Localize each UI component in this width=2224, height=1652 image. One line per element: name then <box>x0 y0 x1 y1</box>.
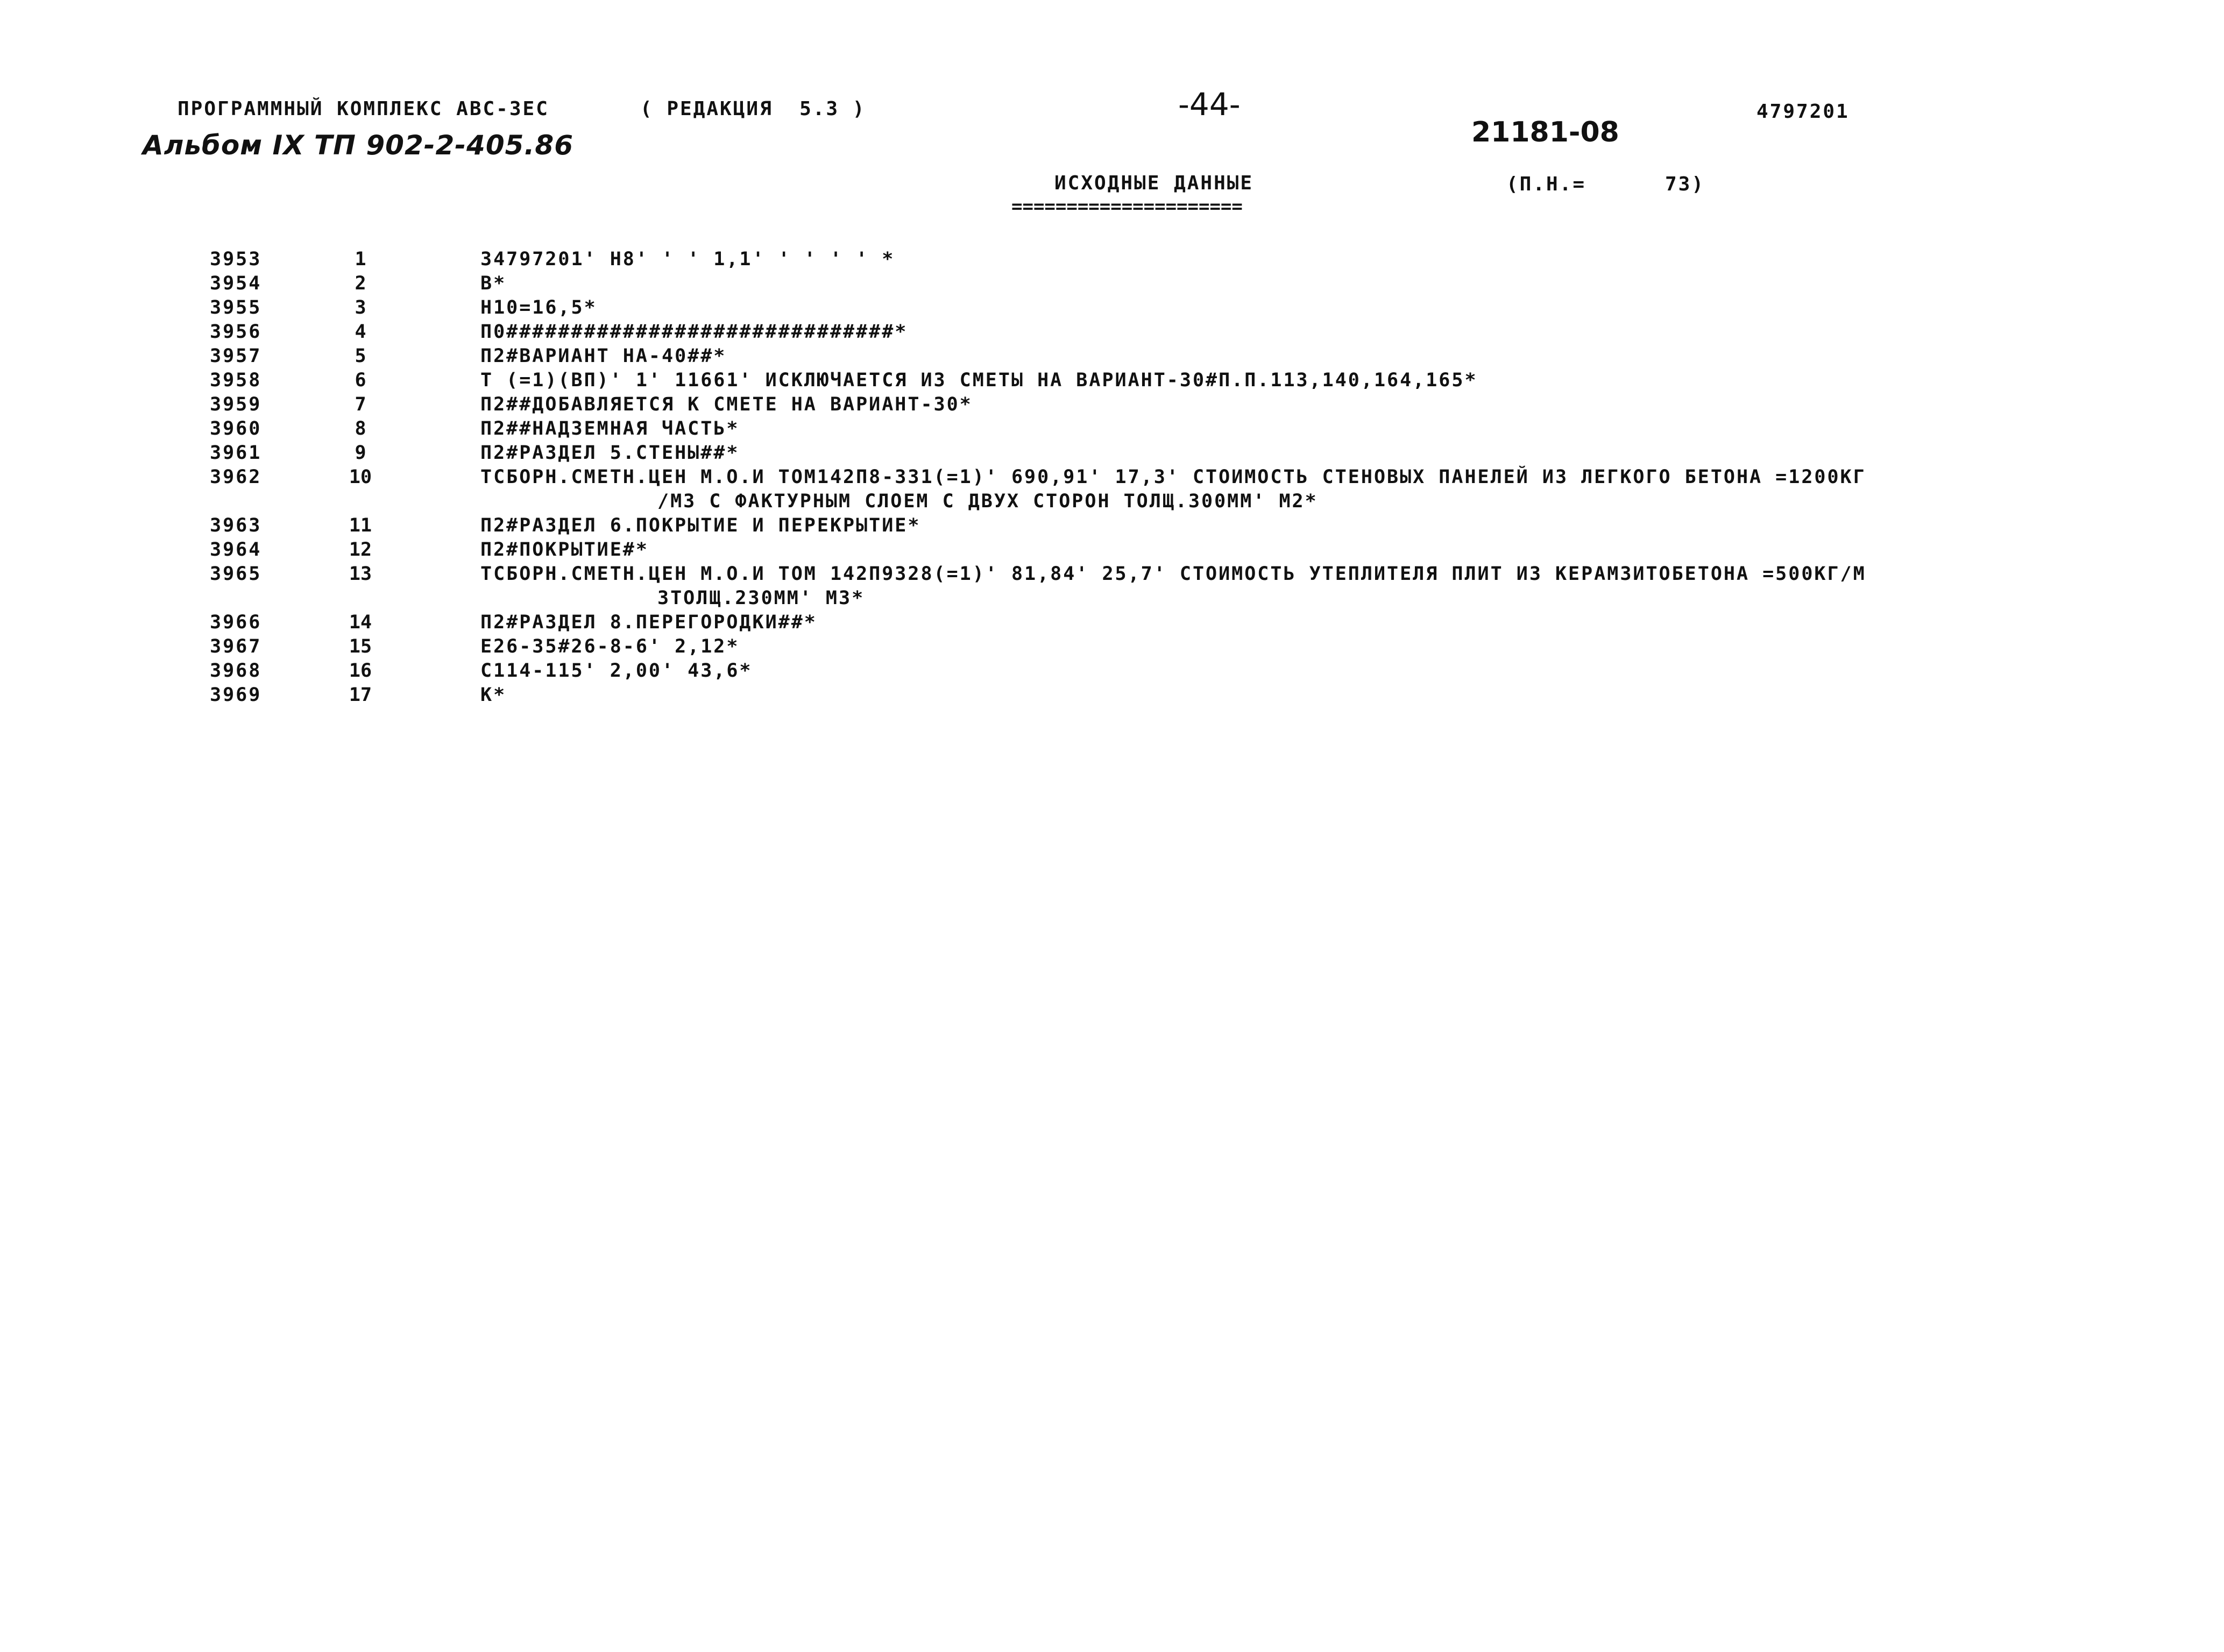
row-text: Е26-35#26-8-6' 2,12* <box>480 636 740 657</box>
row-seq: 3969 <box>210 684 262 706</box>
row-text-continuation: /М3 С ФАКТУРНЫМ СЛОЕМ С ДВУХ СТОРОН ТОЛЩ.300ММ' М2* <box>657 491 1318 512</box>
row-text: П2#ПОКРЫТИЕ#* <box>480 539 649 561</box>
row-text: Т (=1)(ВП)' 1' 11661' ИСКЛЮЧАЕТСЯ ИЗ СМЕТЫ НА ВАРИАНТ-30#П.П.113,140,164,165* <box>480 370 1478 391</box>
row-seq: 3963 <box>210 515 262 536</box>
album-note: Альбом IX ТП 902-2-405.86 <box>143 130 574 161</box>
row-seq: 3955 <box>210 297 262 318</box>
row-text: В* <box>480 273 507 294</box>
row-num: 10 <box>349 466 372 488</box>
row-num: 11 <box>349 515 372 536</box>
page-number: -44- <box>1178 86 1241 123</box>
row-num: 13 <box>349 563 372 585</box>
row-seq: 3957 <box>210 345 262 367</box>
project-code: 21181-08 <box>1471 116 1619 148</box>
row-text-continuation: 3ТОЛЩ.230ММ' М3* <box>657 587 865 609</box>
row-text: 34797201' Н8' ' ' 1,1' ' ' ' ' * <box>480 249 895 270</box>
section-title: ИСХОДНЫЕ ДАННЫЕ <box>1054 172 1254 194</box>
row-text: С114-115' 2,00' 43,6* <box>480 660 753 682</box>
row-text: П2#РАЗДЕЛ 8.ПЕРЕГОРОДКИ##* <box>480 612 817 633</box>
section-title-underline: ===================== <box>1011 196 1243 217</box>
row-seq: 3964 <box>210 539 262 561</box>
row-seq: 3961 <box>210 442 262 464</box>
row-seq: 3968 <box>210 660 262 682</box>
row-num: 8 <box>355 418 366 439</box>
program-name: ПРОГРАММНЫЙ КОМПЛЕКС АВС-ЗЕС <box>178 98 549 120</box>
row-text: П2#РАЗДЕЛ 6.ПОКРЫТИЕ И ПЕРЕКРЫТИЕ* <box>480 515 921 536</box>
row-seq: 3956 <box>210 321 262 343</box>
row-text: П2#ВАРИАНТ НА-40##* <box>480 345 727 367</box>
edition-label: ( РЕДАКЦИЯ 5.3 ) <box>640 98 866 120</box>
row-num: 9 <box>355 442 366 464</box>
row-text: П2##НАДЗЕМНАЯ ЧАСТЬ* <box>480 418 740 439</box>
row-text: ТСБОРН.СМЕТН.ЦЕН М.О.И ТОМ 142П9328(=1)' 81,84' 25,7' СТОИМОСТЬ УТЕПЛИТЕЛЯ ПЛИТ ИЗ КЕРАМЗИТОБЕТОНА =500КГ/М <box>480 563 1866 585</box>
row-text: П2##ДОБАВЛЯЕТСЯ К СМЕТЕ НА ВАРИАНТ-30* <box>480 394 973 415</box>
row-num: 1 <box>355 249 366 270</box>
row-num: 5 <box>355 345 366 367</box>
row-num: 17 <box>349 684 372 706</box>
row-num: 3 <box>355 297 366 318</box>
row-seq: 3954 <box>210 273 262 294</box>
row-seq: 3958 <box>210 370 262 391</box>
row-seq: 3965 <box>210 563 262 585</box>
row-seq: 3960 <box>210 418 262 439</box>
row-num: 16 <box>349 660 372 682</box>
row-text: К* <box>480 684 507 706</box>
row-seq: 3966 <box>210 612 262 633</box>
row-text: ТСБОРН.СМЕТН.ЦЕН М.О.И ТОМ142П8-331(=1)' 690,91' 17,3' СТОИМОСТЬ СТЕНОВЫХ ПАНЕЛЕЙ ИЗ ЛЕГКОГО БЕТОНА =1200КГ <box>480 466 1866 488</box>
row-num: 15 <box>349 636 372 657</box>
row-seq: 3959 <box>210 394 262 415</box>
row-num: 14 <box>349 612 372 633</box>
row-text: П0##############################* <box>480 321 908 343</box>
pn-label: (П.Н.= <box>1506 173 1586 195</box>
row-num: 2 <box>355 273 366 294</box>
document-id: 4797201 <box>1756 101 1850 123</box>
row-num: 4 <box>355 321 366 343</box>
row-num: 6 <box>355 370 366 391</box>
row-seq: 3953 <box>210 249 262 270</box>
pn-value: 73) <box>1665 173 1705 195</box>
row-num: 12 <box>349 539 372 561</box>
row-text: П2#РАЗДЕЛ 5.СТЕНЫ##* <box>480 442 740 464</box>
row-text: Н10=16,5* <box>480 297 597 318</box>
row-seq: 3962 <box>210 466 262 488</box>
row-seq: 3967 <box>210 636 262 657</box>
row-num: 7 <box>355 394 366 415</box>
